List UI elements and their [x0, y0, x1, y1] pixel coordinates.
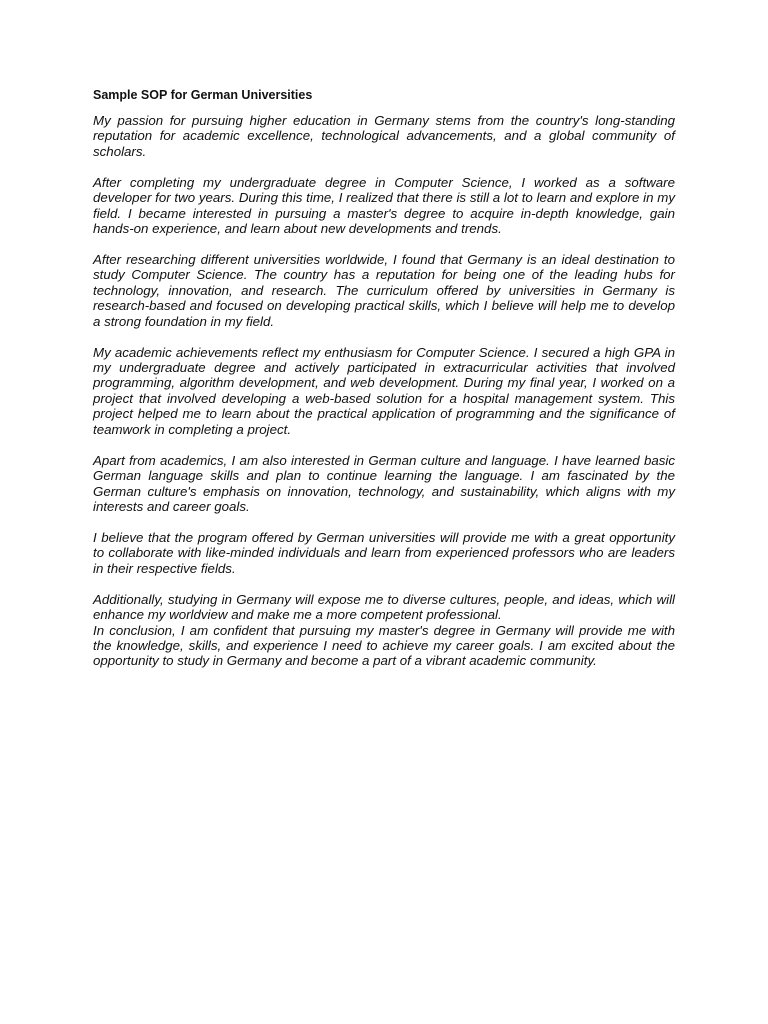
paragraph-program: I believe that the program offered by German universities will provide me with a great opportunity to collaborate with like-minded individuals and learn from experienced professors who are leaders in their respective fields. — [93, 529, 675, 576]
paragraph-conclusion: In conclusion, I am confident that pursuing my master's degree in Germany will provide me with the knowledge, skills, and experience I need to achieve my career goals. I am excited about the opportunity to study in Germany and become a part of a vibrant academic community. — [93, 622, 675, 669]
paragraph-culture: Apart from academics, I am also interested in German culture and language. I have learned basic German language skills and plan to continue learning the language. I am fascinated by the German culture's emphasis on innovation, technology, and sustainability, which aligns with my interests and career goals. — [93, 452, 675, 514]
document-title: Sample SOP for German Universities — [93, 88, 313, 102]
paragraph-additionally: Additionally, studying in Germany will expose me to diverse cultures, people, and ideas, which will enhance my worldview and make me a more competent professional. — [93, 591, 675, 623]
document-body — [93, 87, 675, 684]
paragraph-intro: My passion for pursuing higher education in Germany stems from the country's long-standing reputation for academic excellence, technological advancements, and a global community of scholars. — [93, 113, 675, 159]
paragraph-academics: My academic achievements reflect my enthusiasm for Computer Science. I secured a high GPA in my undergraduate degree and actively participated in extracurricular activities that involved programming, algorithm development, and web development. During my final year, I worked on a project that involved developing a web-based solution for a hospital management system. This project helped me to learn about the practical application of programming and the significance of teamwork in completing a project. — [93, 344, 675, 437]
paragraph-background: After completing my undergraduate degree in Computer Science, I worked as a software developer for two years. During this time, I realized that there is still a lot to learn and explore in my field. I became interested in pursuing a master's degree to acquire in-depth knowledge, gain hands-on experience, and learn about new developments and trends. — [93, 174, 675, 237]
paragraph-why-germany: After researching different universities worldwide, I found that Germany is an ideal destination to study Computer Science. The country has a reputation for being one of the leading hubs for technology, innovation, and research. The curriculum offered by universities in Germany is research-based and focused on developing practical skills, which I believe will help me to develop a strong foundation in my field. — [93, 252, 675, 329]
